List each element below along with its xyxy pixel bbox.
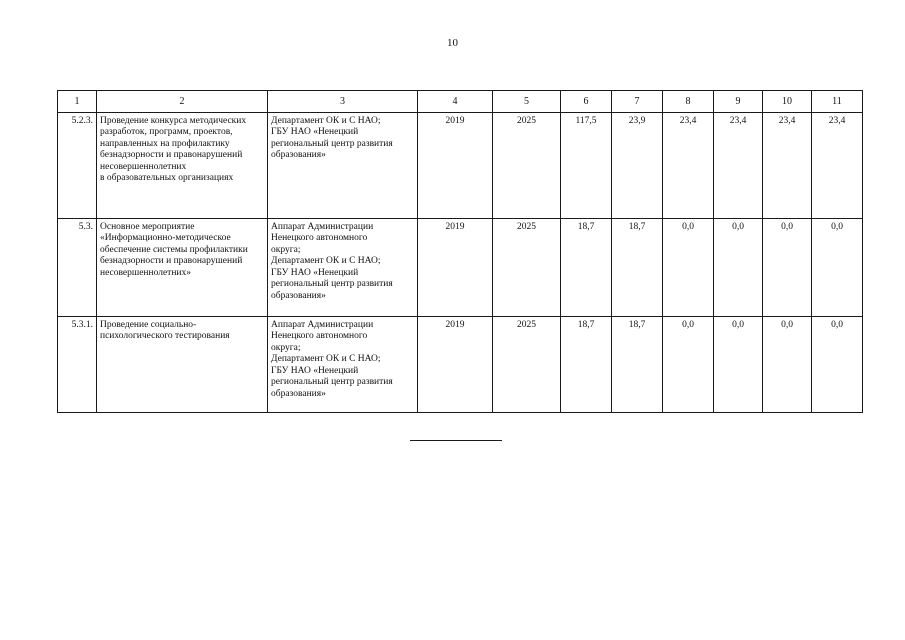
event-name-line: «Информационно-методическое xyxy=(100,233,231,243)
year-value: 23,4 xyxy=(714,112,763,218)
program-table xyxy=(57,90,863,413)
executor xyxy=(268,218,418,316)
table-row xyxy=(58,112,863,218)
year-value: 23,4 xyxy=(763,112,812,218)
executor-line: региональный центр развития xyxy=(271,279,393,289)
executor-line: Департамент ОК и С НАО; xyxy=(271,354,381,364)
executor-line: региональный центр развития xyxy=(271,377,393,387)
executor-line: ГБУ НАО «Ненецкий xyxy=(271,127,359,137)
executor-line: Департамент ОК и С НАО; xyxy=(271,115,381,126)
executor-line: образования» xyxy=(271,388,326,399)
executor-line: округа; xyxy=(271,244,301,255)
executor-line: образования» xyxy=(271,290,326,301)
year-value: 23,9 xyxy=(612,112,663,218)
year-value: 18,7 xyxy=(612,316,663,412)
table-row xyxy=(58,316,863,412)
page-number: 10 xyxy=(447,37,458,49)
event-name-line: Проведение социально- xyxy=(100,319,197,330)
column-header: 7 xyxy=(612,91,663,113)
year-value: 0,0 xyxy=(714,218,763,316)
start-year: 2019 xyxy=(418,218,493,316)
column-header: 10 xyxy=(763,91,812,113)
year-value: 18,7 xyxy=(612,218,663,316)
event-name-line: Основное мероприятие xyxy=(100,221,195,232)
executor-line: образования» xyxy=(271,150,326,160)
event-name-line: безнадзорности и правонарушений xyxy=(100,150,243,160)
footer-divider xyxy=(410,440,502,441)
column-header: 8 xyxy=(663,91,714,113)
table-header-row xyxy=(58,91,863,113)
start-year: 2019 xyxy=(418,316,493,412)
executor-line: ГБУ НАО «Ненецкий xyxy=(271,267,359,278)
executor-line: ГБУ НАО «Ненецкий xyxy=(271,365,359,376)
event-name-line: направленных на профилактику xyxy=(100,138,230,149)
event-name-line: психологического тестирования xyxy=(100,331,230,341)
year-value: 0,0 xyxy=(763,316,812,412)
year-value: 0,0 xyxy=(714,316,763,412)
column-header: 1 xyxy=(58,91,97,113)
year-value: 0,0 xyxy=(663,316,714,412)
executor-line: Ненецкого автономного xyxy=(271,331,368,341)
event-name-line: обеспечение системы профилактики xyxy=(100,244,248,255)
year-value: 0,0 xyxy=(812,218,863,316)
event-name xyxy=(97,112,268,218)
executor-line: региональный центр развития xyxy=(271,138,393,149)
column-header: 2 xyxy=(97,91,268,113)
row-number: 5.3.1. xyxy=(58,316,97,412)
event-name xyxy=(97,218,268,316)
executor-line: Ненецкого автономного xyxy=(271,233,368,243)
event-name-line: разработок, программ, проектов, xyxy=(100,127,233,137)
column-header: 4 xyxy=(418,91,493,113)
end-year: 2025 xyxy=(493,218,561,316)
year-value: 23,4 xyxy=(663,112,714,218)
column-header: 6 xyxy=(561,91,612,113)
event-name-line: безнадзорности и правонарушений xyxy=(100,256,243,266)
year-value: 0,0 xyxy=(763,218,812,316)
year-value: 0,0 xyxy=(812,316,863,412)
end-year: 2025 xyxy=(493,112,561,218)
column-header: 3 xyxy=(268,91,418,113)
event-name-line: в образовательных организациях xyxy=(100,173,234,183)
executor-line: Аппарат Администрации xyxy=(271,319,374,330)
event-name xyxy=(97,316,268,412)
event-name-line: Проведение конкурса методических xyxy=(100,115,247,126)
executor xyxy=(268,112,418,218)
column-header: 5 xyxy=(493,91,561,113)
total-value: 18,7 xyxy=(561,316,612,412)
event-name-line: несовершеннолетних» xyxy=(100,267,192,278)
total-value: 117,5 xyxy=(561,112,612,218)
column-header: 9 xyxy=(714,91,763,113)
row-number: 5.3. xyxy=(58,218,97,316)
year-value: 0,0 xyxy=(663,218,714,316)
table-row xyxy=(58,218,863,316)
column-header: 11 xyxy=(812,91,863,113)
end-year: 2025 xyxy=(493,316,561,412)
event-name-line: несовершеннолетних xyxy=(100,161,187,172)
total-value: 18,7 xyxy=(561,218,612,316)
executor-line: Департамент ОК и С НАО; xyxy=(271,256,381,266)
start-year: 2019 xyxy=(418,112,493,218)
executor-line: округа; xyxy=(271,342,301,353)
executor xyxy=(268,316,418,412)
year-value: 23,4 xyxy=(812,112,863,218)
row-number: 5.2.3. xyxy=(58,112,97,218)
executor-line: Аппарат Администрации xyxy=(271,221,374,232)
